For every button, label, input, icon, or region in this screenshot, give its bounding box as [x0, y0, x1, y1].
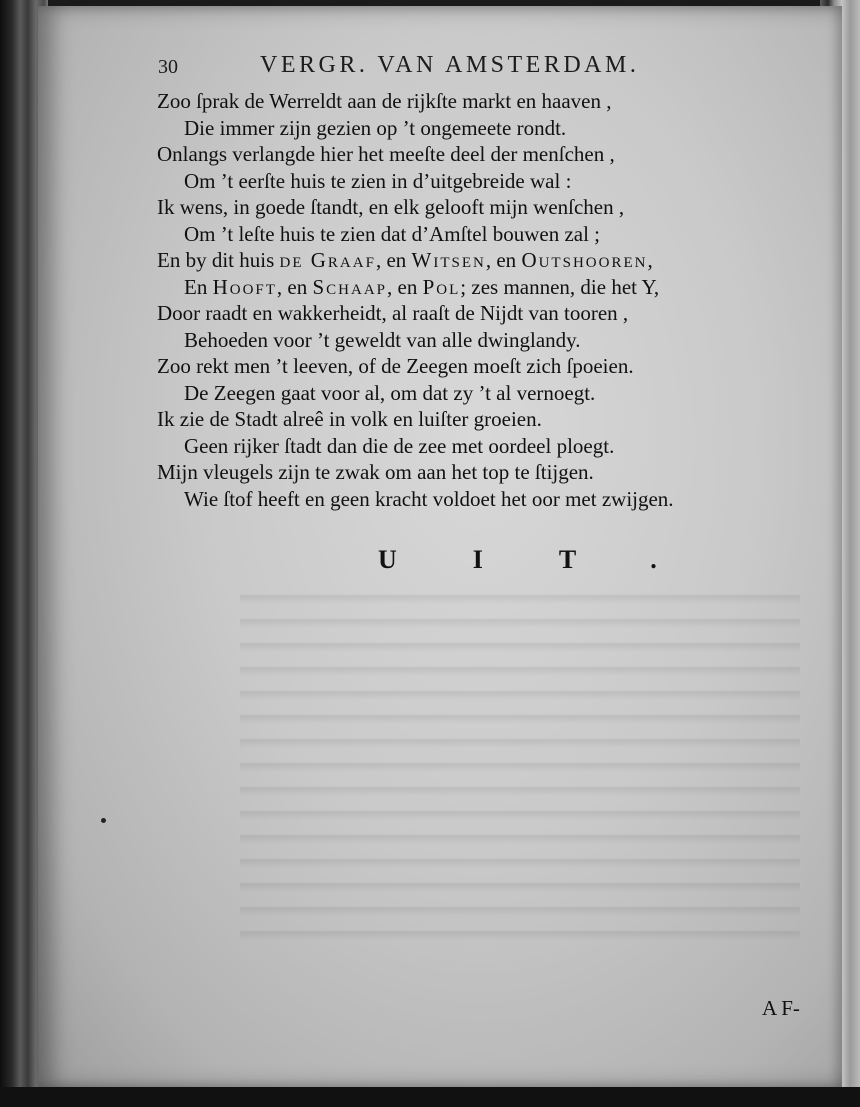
- verse-line: [157, 380, 837, 407]
- verse-text: Ik wens, in goede ſtandt, en elk gelooft mijn wenſchen ,: [157, 195, 625, 219]
- verse-text: Onlangs verlangde hier het meeſte deel der menſchen ,: [157, 142, 615, 166]
- verse-text: , en: [375, 248, 412, 272]
- verse-line: [157, 194, 837, 221]
- finis-mark: UIT.: [378, 545, 733, 574]
- verse-line: [157, 300, 837, 327]
- verse-text: , en: [276, 274, 313, 299]
- verse-line: [157, 88, 837, 115]
- name-small-caps: de Graaf: [279, 248, 376, 272]
- name-small-caps: Pol: [422, 274, 461, 299]
- show-through-text: [240, 580, 800, 940]
- verse-text: Om ’t leſte huis te zien dat d’Amſtel bouwen zal ;: [184, 221, 601, 246]
- name-small-caps: Schaap: [312, 274, 388, 299]
- verse-line: [157, 486, 837, 513]
- verse-line: [157, 247, 837, 274]
- page-shadow-bottom: [0, 1087, 860, 1107]
- poem-text: [157, 88, 837, 512]
- verse-line: [157, 327, 837, 354]
- name-small-caps: Hooft: [212, 274, 277, 299]
- verse-line: [157, 459, 837, 486]
- verse-text: Zoo ſprak de Werreldt aan de rijkſte markt en haaven ,: [157, 89, 612, 113]
- running-title: VERGR. VAN AMSTERDAM.: [260, 52, 640, 78]
- verse-text: Wie ſtof heeft en geen kracht voldoet het oor met zwijgen.: [184, 486, 674, 511]
- verse-text: Die immer zijn gezien op ’t ongemeete rondt.: [184, 115, 567, 140]
- verse-text: ; zes mannen, die het Y,: [460, 274, 660, 299]
- verse-text: , en: [485, 248, 522, 272]
- verse-text: Om ’t eerſte huis te zien in d’uitgebreide wal :: [184, 168, 572, 193]
- verse-line: [157, 221, 837, 248]
- verse-line: [157, 274, 837, 301]
- verse-text: Door raadt en wakkerheidt, al raaſt de Nijdt van tooren ,: [157, 301, 629, 325]
- verse-text: Zoo rekt men ’t leeven, of de Zeegen moeſt zich ſpoeien.: [157, 354, 634, 378]
- verse-text: ,: [647, 248, 653, 272]
- page-number: 30: [158, 56, 178, 78]
- verse-text: En by dit huis: [157, 248, 280, 272]
- verse-text: Geen rijker ſtadt dan die de zee met oordeel ploegt.: [184, 433, 615, 458]
- verse-text: De Zeegen gaat voor al, om dat zy ’t al vernoegt.: [184, 380, 596, 405]
- name-small-caps: Outshooren: [521, 248, 648, 272]
- name-small-caps: Witsen: [411, 248, 486, 272]
- verse-line: [157, 141, 837, 168]
- verse-text: Ik zie de Stadt alreê in volk en luiſter groeien.: [157, 407, 542, 431]
- verse-text: , en: [387, 274, 423, 299]
- verse-text: Mijn vleugels zijn te zwak om aan het top te ſtijgen.: [157, 460, 594, 484]
- verse-line: [157, 115, 837, 142]
- verse-line: [157, 168, 837, 195]
- verse-line: [157, 433, 837, 460]
- verse-text: En: [184, 274, 213, 299]
- verse-line: [157, 353, 837, 380]
- verse-line: [157, 406, 837, 433]
- ink-speck: [101, 818, 106, 823]
- verse-text: Behoeden voor ’t geweldt van alle dwinglandy.: [184, 327, 581, 352]
- catchword: A F-: [762, 996, 800, 1020]
